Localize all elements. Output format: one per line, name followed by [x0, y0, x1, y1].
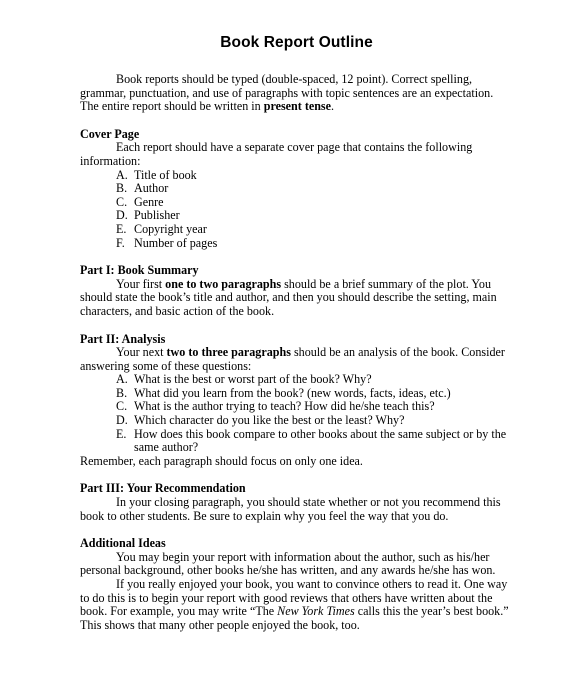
cover-page-list — [80, 169, 512, 251]
list-marker: C. — [116, 399, 128, 414]
list-item — [80, 223, 512, 237]
additional-paragraph-2 — [80, 578, 512, 632]
list-item-text: Title of book — [134, 167, 197, 182]
intro-bold-text: present tense — [263, 99, 332, 114]
part1-bold-text: one to two paragraphs — [165, 276, 282, 291]
list-item — [80, 182, 512, 196]
additional-paragraph-1: You may begin your report with information about the author, such as his/her personal background, other books he/she has written, and any awards he/she has won. — [80, 549, 496, 578]
part2-text-post: should be an analysis of the book. Consider answering some of these questions: — [80, 345, 505, 373]
list-marker: F. — [116, 235, 125, 250]
list-item — [80, 387, 512, 401]
list-item-text: Copyright year — [134, 221, 207, 236]
additional-ideas-heading: Additional Ideas — [80, 536, 166, 551]
list-item-text: Author — [134, 181, 169, 196]
list-item-text: What is the author trying to teach? How did he/she teach this? — [134, 399, 435, 414]
part3-heading: Part III: Your Recommendation — [80, 481, 246, 496]
list-item-text: How does this book compare to other books about the same subject or by the same author? — [134, 426, 507, 455]
part2-text-pre: Your next — [116, 345, 167, 360]
part2-bold-text: two to three paragraphs — [166, 345, 291, 360]
list-marker: A. — [116, 372, 128, 387]
list-item — [80, 428, 512, 455]
cover-page-text: Each report should have a separate cover page that contains the following information: — [80, 140, 473, 168]
intro-text: Book reports should be typed (double-spaced, 12 point). Correct spelling, grammar, punctuation, and use of paragraphs with topic sentences are an expectation. The entire report should be written in — [80, 72, 494, 114]
part1-text-post: should be a brief summary of the plot. You should state the book’s title and author, and then you should describe the setting, main characters, and basic action of the book. — [80, 276, 497, 318]
list-item — [80, 373, 512, 387]
list-marker: B. — [116, 181, 128, 196]
list-marker: E. — [116, 426, 127, 441]
list-item-text: Which character do you like the best or the least? Why? — [134, 413, 405, 428]
list-item-text: What is the best or worst part of the book? Why? — [134, 372, 372, 387]
list-item-text: Genre — [134, 194, 164, 209]
list-marker: C. — [116, 194, 128, 209]
intro-paragraph — [80, 73, 512, 114]
list-item-text: What did you learn from the book? (new words, facts, ideas, etc.) — [134, 385, 451, 400]
list-item — [80, 237, 512, 251]
part2-paragraph — [80, 346, 512, 373]
part3-paragraph: In your closing paragraph, you should state whether or not you recommend this book to other students. Be sure to explain why you feel the way that you do. — [80, 495, 501, 523]
list-item — [80, 400, 512, 414]
additional-text-pre: If you really enjoyed your book, you want to convince others to read it. One way to do this is to begin your report with good reviews that others have written about the book. For example, you may write “The — [80, 577, 508, 619]
part2-reminder: Remember, each paragraph should focus on only one idea. — [80, 453, 363, 468]
cover-page-heading: Cover Page — [80, 126, 140, 141]
list-marker: D. — [116, 413, 128, 428]
list-marker: E. — [116, 221, 127, 236]
document-body — [80, 73, 512, 632]
additional-text-post: calls this the year’s best book.” This shows that many other people enjoyed the book, too. — [80, 604, 509, 632]
list-item — [80, 169, 512, 183]
list-item — [80, 209, 512, 223]
part2-question-list — [80, 373, 512, 455]
part2-heading: Part II: Analysis — [80, 331, 166, 346]
list-item-text: Number of pages — [134, 235, 218, 250]
list-marker: A. — [116, 167, 128, 182]
list-marker: D. — [116, 208, 128, 223]
list-item-text: Publisher — [134, 208, 180, 223]
list-item — [80, 196, 512, 210]
part1-text-pre: Your first — [116, 276, 166, 291]
part1-paragraph — [80, 278, 512, 319]
page-title: Book Report Outline — [220, 34, 373, 51]
intro-end: . — [331, 99, 335, 114]
list-marker: B. — [116, 385, 128, 400]
part1-heading: Part I: Book Summary — [80, 263, 199, 278]
newspaper-title: New York Times — [277, 604, 355, 619]
list-item — [80, 414, 512, 428]
